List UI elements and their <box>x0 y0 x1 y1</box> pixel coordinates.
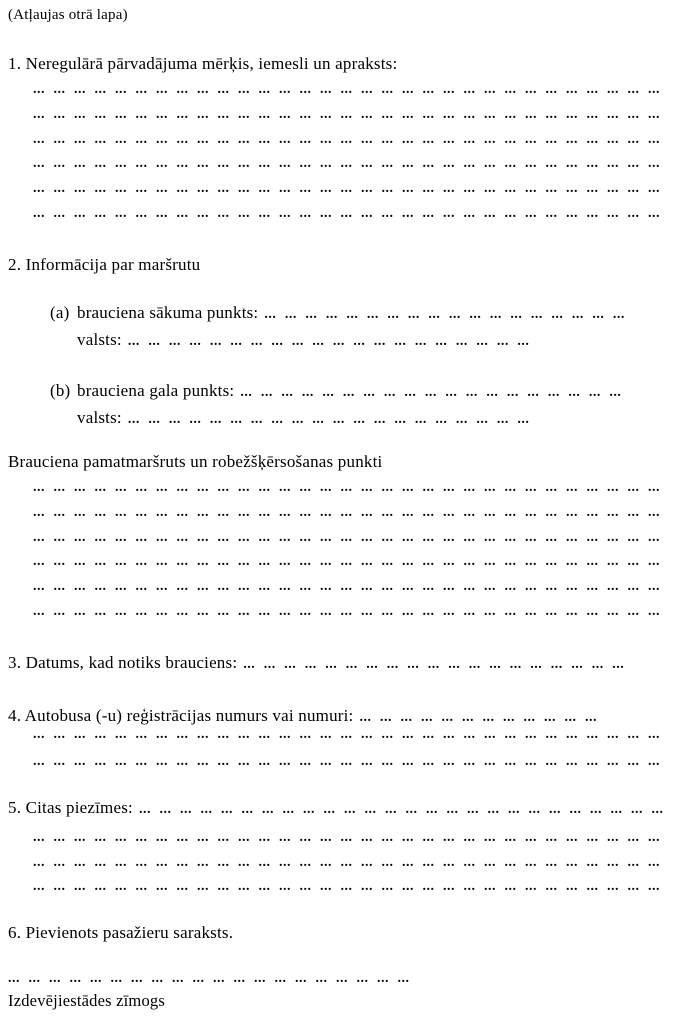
fill-line: ... ... ... ... ... ... ... ... ... ... ... ... ... ... ... ... ... ... ... ... ... ... ... ... ... ... ... ... ... ... ... <box>33 753 660 769</box>
fill-line: ... ... ... ... ... ... ... ... ... ... ... ... ... ... ... ... ... ... ... ... ... ... ... ... ... ... ... ... ... ... ... <box>33 131 660 147</box>
stamp-label: Izdevējiestādes zīmogs <box>8 991 165 1010</box>
fill-line: ... ... ... ... ... ... ... ... ... ... ... ... ... ... ... ... ... ... ... ... ... ... ... ... ... ... ... ... ... ... ... <box>33 156 660 172</box>
fill-line: ... ... ... ... ... ... ... ... ... ... ... ... ... ... ... ... ... ... ... ... ... ... ... ... ... ... ... ... ... ... ... <box>33 181 660 197</box>
item-5-label: 5. Citas piezīmes: <box>8 798 133 817</box>
item-2a-marker: (a) <box>50 303 70 322</box>
item-2b-block <box>77 378 621 432</box>
fill-line: ... ... ... ... ... ... ... ... ... ... ... ... ... ... ... ... ... ... ... ... ... ... ... ... ... ... <box>138 802 664 817</box>
fill-line: ... ... ... ... ... ... ... ... ... ... ... ... ... ... ... ... ... ... ... ... ... ... ... ... ... ... ... ... ... ... ... <box>33 529 660 545</box>
fill-line: ... ... ... ... ... ... ... ... ... ... ... ... ... ... ... ... ... ... <box>264 307 625 322</box>
fill-line: ... ... ... ... ... ... ... ... ... ... ... ... ... ... ... ... ... ... ... ... ... ... ... ... ... ... ... ... ... ... ... <box>33 830 660 845</box>
fill-line: ... ... ... ... ... ... ... ... ... ... ... ... ... ... ... ... ... ... ... <box>240 385 622 400</box>
fill-line: ... ... ... ... ... ... ... ... ... ... ... ... ... ... ... ... ... ... ... ... ... ... ... ... ... ... ... ... ... ... ... <box>33 106 660 122</box>
fill-line: ... ... ... ... ... ... ... ... ... ... ... ... ... ... ... ... ... ... ... ... ... ... ... ... ... ... ... ... ... ... ... <box>33 504 660 520</box>
fill-line: ... ... ... ... ... ... ... ... ... ... ... ... ... ... ... ... ... ... ... ... ... ... ... ... ... ... ... ... ... ... ... <box>33 82 660 97</box>
fill-line: ... ... ... ... ... ... ... ... ... ... ... ... ... ... ... ... ... ... ... ... ... ... ... ... ... ... ... ... ... ... ... <box>33 579 660 595</box>
item-2a-country-label: valsts: <box>77 330 122 349</box>
fill-line: ... ... ... ... ... ... ... ... ... ... ... ... ... ... ... ... ... ... ... ... ... ... ... ... ... ... ... ... ... ... ... <box>33 480 660 495</box>
item-1-fill-lines <box>33 78 660 227</box>
route-heading: Brauciena pamatmaršruts un robežšķērsošanas punkti <box>8 452 383 471</box>
item-3-row <box>8 650 624 677</box>
item-5-fill-lines <box>33 826 660 900</box>
item-1-label: 1. Neregulārā pārvadājuma mērķis, iemesli un apraksts: <box>8 54 398 73</box>
fill-line: ... ... ... ... ... ... ... ... ... ... ... ... ... ... ... ... ... ... ... ... <box>8 971 410 986</box>
fill-line: ... ... ... ... ... ... ... ... ... ... ... ... ... ... ... ... ... ... ... ... <box>127 334 530 349</box>
item-4-fill-lines <box>33 722 660 775</box>
item-2a-start-label: brauciena sākuma punkts: <box>77 303 259 322</box>
fill-line: ... ... ... ... ... ... ... ... ... ... ... ... ... ... ... ... ... ... ... <box>243 657 625 672</box>
item-4-label: 4. Autobusa (-u) reģistrācijas numurs vai numuri: <box>8 706 354 725</box>
item-2a-block <box>77 300 625 354</box>
item-2-label: 2. Informācija par maršrutu <box>8 255 201 274</box>
item-2b-marker: (b) <box>50 381 71 400</box>
item-2b-country-label: valsts: <box>77 408 122 427</box>
fill-line: ... ... ... ... ... ... ... ... ... ... ... ... ... ... ... ... ... ... ... ... <box>127 412 530 427</box>
stamp-signature-line <box>8 971 410 987</box>
item-5-row <box>8 795 663 822</box>
fill-line: ... ... ... ... ... ... ... ... ... ... ... ... ... ... ... ... ... ... ... ... ... ... ... ... ... ... ... ... ... ... ... <box>33 205 660 221</box>
route-fill-lines <box>33 476 660 625</box>
fill-line: ... ... ... ... ... ... ... ... ... ... ... ... ... ... ... ... ... ... ... ... ... ... ... ... ... ... ... ... ... ... ... <box>33 727 660 742</box>
item-3-label: 3. Datums, kad notiks brauciens: <box>8 653 238 672</box>
page-note: (Atļaujas otrā lapa) <box>8 7 128 23</box>
item-6-label: 6. Pievienots pasažieru saraksts. <box>8 923 234 942</box>
fill-line: ... ... ... ... ... ... ... ... ... ... ... ... ... ... ... ... ... ... ... ... ... ... ... ... ... ... ... ... ... ... ... <box>33 854 660 870</box>
fill-line: ... ... ... ... ... ... ... ... ... ... ... ... <box>359 710 597 725</box>
fill-line: ... ... ... ... ... ... ... ... ... ... ... ... ... ... ... ... ... ... ... ... ... ... ... ... ... ... ... ... ... ... ... <box>33 603 660 619</box>
item-2b-end-label: brauciena gala punkts: <box>77 381 235 400</box>
fill-line: ... ... ... ... ... ... ... ... ... ... ... ... ... ... ... ... ... ... ... ... ... ... ... ... ... ... ... ... ... ... ... <box>33 879 660 894</box>
fill-line: ... ... ... ... ... ... ... ... ... ... ... ... ... ... ... ... ... ... ... ... ... ... ... ... ... ... ... ... ... ... ... <box>33 554 660 570</box>
